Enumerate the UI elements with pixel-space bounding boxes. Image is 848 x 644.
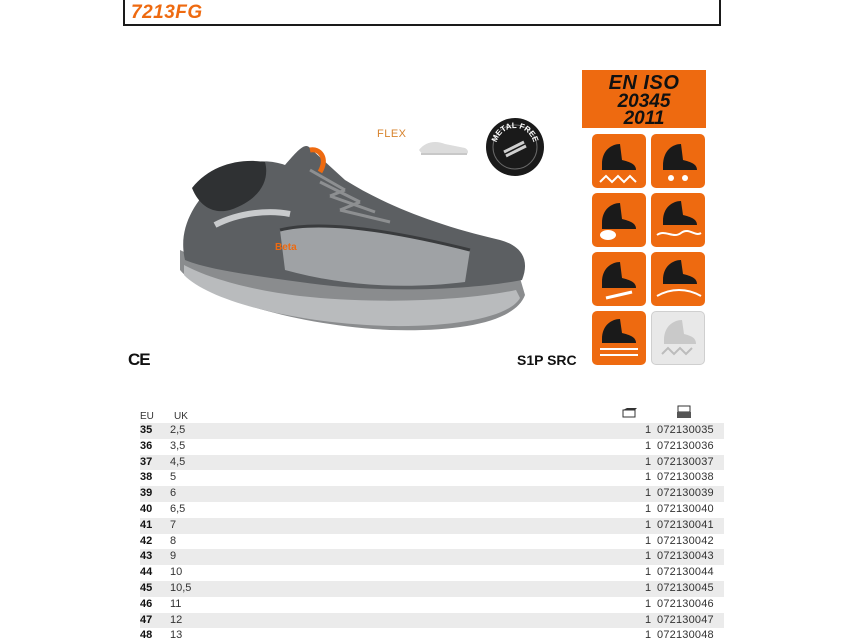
size-uk: 6,5 — [170, 502, 186, 515]
size-uk: 4,5 — [170, 455, 186, 468]
article-code: 072130037 — [657, 455, 714, 468]
size-uk: 6 — [170, 487, 177, 500]
product-header — [123, 0, 721, 26]
article-code: 072130048 — [657, 629, 714, 642]
column-uk: UK — [174, 411, 188, 422]
table-row — [140, 455, 724, 471]
quantity: 1 — [645, 518, 652, 531]
column-eu: EU — [140, 411, 154, 422]
article-code: 072130038 — [657, 471, 714, 484]
quantity: 1 — [645, 613, 652, 626]
table-header — [140, 410, 724, 423]
size-uk: 10 — [170, 566, 183, 579]
size-eu: 40 — [140, 502, 153, 515]
table-row — [140, 486, 724, 502]
brand-logo: Beta — [275, 242, 297, 253]
article-code: 072130047 — [657, 613, 714, 626]
product-code: 7213FG — [131, 2, 203, 23]
table-row — [140, 502, 724, 518]
size-eu: 46 — [140, 597, 153, 610]
size-uk: 7 — [170, 518, 177, 531]
breathable-icon — [651, 311, 705, 365]
article-code: 072130046 — [657, 597, 714, 610]
table-row — [140, 518, 724, 534]
table-row — [140, 597, 724, 613]
table-row — [140, 470, 724, 486]
size-eu: 48 — [140, 629, 153, 642]
quantity: 1 — [645, 471, 652, 484]
size-uk: 3,5 — [170, 439, 186, 452]
size-eu: 41 — [140, 518, 153, 531]
metal-free-badge — [484, 116, 546, 183]
quantity: 1 — [645, 487, 652, 500]
size-eu: 39 — [140, 487, 153, 500]
certification-badge — [582, 70, 706, 128]
size-eu: 47 — [140, 613, 153, 626]
size-uk: 5 — [170, 471, 177, 484]
puncture-resistant-icon — [592, 252, 646, 306]
cert-line-3: 2011 — [623, 108, 665, 129]
size-uk: 2,5 — [170, 424, 186, 436]
table-body — [140, 423, 724, 644]
size-eu: 43 — [140, 550, 153, 563]
article-code: 072130039 — [657, 487, 714, 500]
quantity: 1 — [645, 455, 652, 468]
table-row — [140, 581, 724, 597]
quantity: 1 — [645, 566, 652, 579]
quantity: 1 — [645, 502, 652, 515]
quantity: 1 — [645, 629, 652, 642]
flex-shoe-icon — [415, 134, 471, 165]
article-code: 072130036 — [657, 439, 714, 452]
size-eu: 37 — [140, 455, 153, 468]
size-table — [140, 410, 724, 644]
article-code: 072130040 — [657, 502, 714, 515]
article-code: 072130042 — [657, 534, 714, 547]
metal-free-label: METAL FREE — [489, 120, 541, 144]
size-eu: 42 — [140, 534, 153, 547]
flex-label: FLEX — [377, 128, 407, 140]
size-eu: 38 — [140, 471, 153, 484]
cert-line-2: 20345 — [617, 91, 671, 112]
article-code: 072130041 — [657, 518, 714, 531]
article-code: 072130043 — [657, 550, 714, 563]
flexible-sole-icon — [592, 311, 646, 365]
hydrocarbon-resistant-icon — [651, 252, 705, 306]
non-slip-sole-icon — [651, 193, 705, 247]
quantity: 1 — [645, 597, 652, 610]
size-uk: 11 — [170, 597, 182, 610]
article-code: 072130044 — [657, 566, 714, 579]
package-icon — [622, 407, 638, 422]
size-uk: 8 — [170, 534, 177, 547]
table-row — [140, 549, 724, 565]
size-eu: 36 — [140, 439, 153, 452]
article-code: 072130035 — [657, 424, 714, 436]
ce-mark: CE — [128, 350, 150, 369]
norm-class: S1P SRC — [517, 352, 577, 368]
size-uk: 9 — [170, 550, 177, 563]
quantity: 1 — [645, 424, 652, 436]
quantity: 1 — [645, 581, 652, 594]
size-uk: 12 — [170, 613, 183, 626]
size-eu: 35 — [140, 424, 153, 436]
article-code: 072130045 — [657, 581, 714, 594]
table-row — [140, 613, 724, 629]
ankle-protection-icon — [651, 134, 705, 188]
antistatic-icon — [592, 134, 646, 188]
table-row — [140, 439, 724, 455]
cert-line-1: EN ISO — [608, 72, 680, 94]
table-row — [140, 565, 724, 581]
table-row — [140, 628, 724, 644]
size-uk: 13 — [170, 629, 183, 642]
quantity: 1 — [645, 550, 652, 563]
size-eu: 45 — [140, 581, 153, 594]
energy-absorbing-heel-icon — [592, 193, 646, 247]
table-row — [140, 423, 724, 439]
quantity: 1 — [645, 439, 652, 452]
size-uk: 10,5 — [170, 581, 192, 594]
barcode-icon — [676, 405, 692, 422]
size-eu: 44 — [140, 566, 153, 579]
quantity: 1 — [645, 534, 652, 547]
table-row — [140, 534, 724, 550]
